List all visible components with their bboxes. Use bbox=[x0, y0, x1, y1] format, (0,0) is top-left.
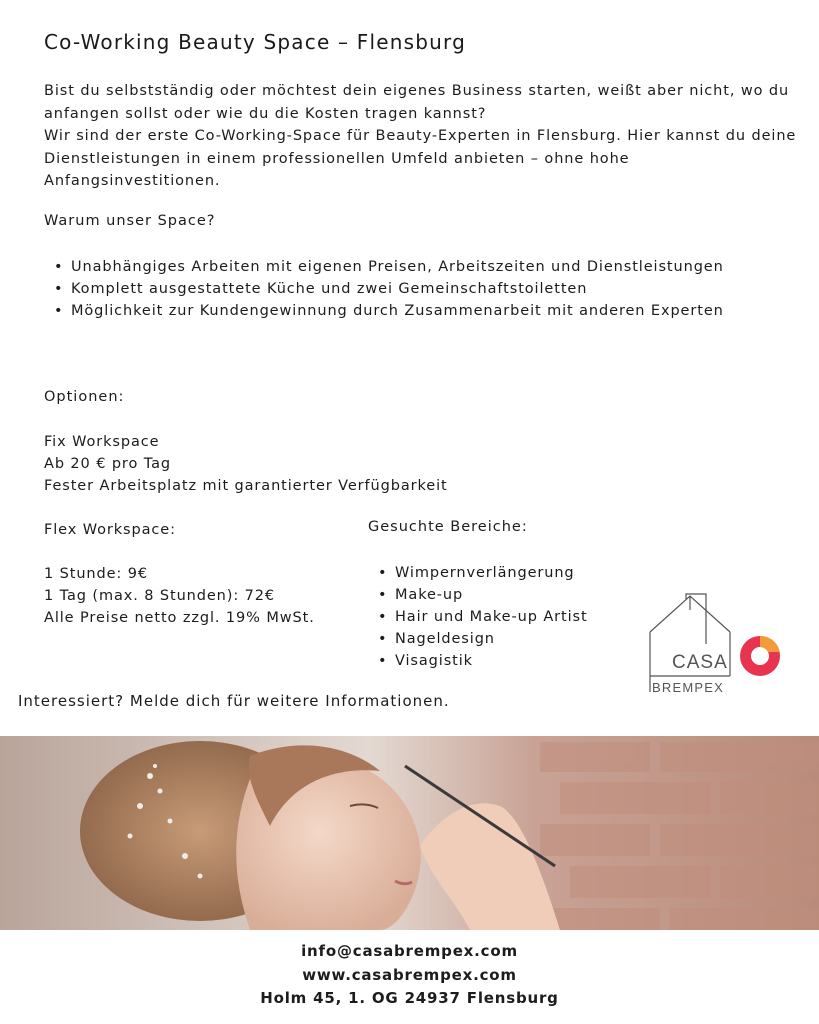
why-heading: Warum unser Space? bbox=[44, 213, 216, 229]
area-item: • Hair und Make-up Artist bbox=[368, 606, 648, 628]
contact-address: Holm 45, 1. OG 24937 Flensburg bbox=[260, 989, 559, 1007]
area-item: • Make-up bbox=[368, 584, 648, 606]
why-item: • Unabhängiges Arbeiten mit eigenen Preisen, Arbeitszeiten und Dienstleistungen bbox=[44, 256, 784, 278]
area-item: • Nageldesign bbox=[368, 628, 648, 650]
flex-day-price: 1 Tag (max. 8 Stunden): 72€ bbox=[44, 588, 276, 604]
options-heading: Optionen: bbox=[44, 389, 125, 405]
page-title: Co-Working Beauty Space – Flensburg bbox=[44, 30, 466, 54]
makeup-artist-image bbox=[0, 736, 819, 930]
logo-word-top: CASA bbox=[672, 652, 728, 673]
flex-title: Flex Workspace: bbox=[44, 522, 176, 538]
contact-website[interactable]: www.casabrempex.com bbox=[302, 965, 517, 984]
casa-brempex-logo bbox=[646, 592, 788, 700]
flex-workspace bbox=[44, 519, 315, 629]
contact-footer bbox=[0, 940, 819, 1011]
why-item: • Möglichkeit zur Kundengewinnung durch Zusammenarbeit mit anderen Experten bbox=[44, 300, 784, 322]
contact-email[interactable]: info@casabrempex.com bbox=[301, 942, 518, 960]
area-item: • Wimpernverlängerung bbox=[368, 562, 648, 584]
area-item: • Visagistik bbox=[368, 650, 648, 672]
price-note: Alle Preise netto zzgl. 19% MwSt. bbox=[44, 610, 315, 626]
intro-paragraph-2: Wir sind der erste Co-Working-Space für Beauty-Experten in Flensburg. Hier kannst du deine Dienstleistungen in einem professionellen Umfeld anbieten – ohne hohe Anfangsinvestitionen. bbox=[44, 128, 797, 189]
intro-text bbox=[44, 80, 804, 193]
logo-word-bottom: BREMPEX bbox=[652, 680, 724, 695]
fix-description: Fester Arbeitsplatz mit garantierter Verfügbarkeit bbox=[44, 478, 448, 494]
why-item: • Komplett ausgestattete Küche und zwei Gemeinschaftstoiletten bbox=[44, 278, 784, 300]
fix-price: Ab 20 € pro Tag bbox=[44, 456, 172, 472]
flex-hour-price: 1 Stunde: 9€ bbox=[44, 566, 148, 582]
areas-heading: Gesuchte Bereiche: bbox=[368, 519, 528, 535]
fix-title: Fix Workspace bbox=[44, 434, 160, 450]
fix-workspace bbox=[44, 431, 448, 497]
call-to-action: Interessiert? Melde dich für weitere Informationen. bbox=[18, 692, 450, 710]
makeup-photo bbox=[0, 736, 819, 930]
intro-paragraph-1: Bist du selbstständig oder möchtest dein eigenes Business starten, weißt aber nicht, wo du anfangen sollst oder wie du die Kosten tragen kannst? bbox=[44, 83, 790, 122]
areas-list bbox=[368, 562, 648, 672]
why-list bbox=[44, 256, 784, 322]
